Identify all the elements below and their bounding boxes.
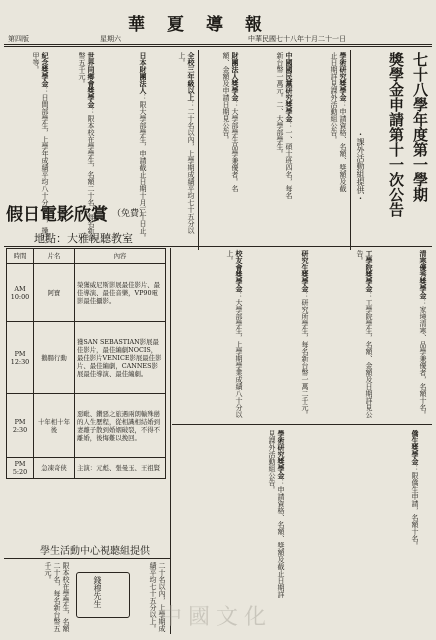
section-block: 中國國民黨研究獎學金：一、碩士班四名，每名新台幣一萬元。二、大學部學生。 xyxy=(276,52,294,199)
table-row xyxy=(7,264,166,322)
weekday: 星期六 xyxy=(100,35,121,43)
movie-free-label: （免費） xyxy=(112,209,149,219)
section-block: 僑生獎學金：限僑生申請，名額十名。 xyxy=(411,430,420,549)
col-header-desc: 內容 xyxy=(75,249,166,264)
section-block: 學術研究獎學金：申請資格、名額、獎額及截止日期詳見課外活動組公告。 xyxy=(330,52,348,192)
movie-venue: 地點：大雅視聽教室 xyxy=(34,232,133,245)
section-block: 二十名以內，上學期成績平均七十五分以上。 xyxy=(149,562,166,632)
movie-title: 假日電影欣賞 xyxy=(6,205,108,225)
table-row xyxy=(7,322,166,394)
section-block: 學術研究獎學金：申請資格、名額、獎額及截止日期詳見課外活動組公告。 xyxy=(268,430,286,598)
showtime: PM 2:30 xyxy=(7,394,34,458)
column-rule xyxy=(170,248,171,634)
showtime: AM 10:00 xyxy=(7,264,34,322)
section-block: 財團法人獎學金：大學部學生品學兼優者。名額、金額及申請日期見公告。 xyxy=(222,52,240,192)
announcement-title xyxy=(382,52,432,252)
table-row xyxy=(7,394,166,458)
announcement-subtitle: ・課外活動組提供・ xyxy=(356,130,365,202)
col-header-film: 片名 xyxy=(34,249,75,264)
film-title: 鵝腸行動 xyxy=(34,322,75,394)
film-desc: 惡毗、鑽惡之旅遇兩朗輸殊巒的人生歷程，從相識相結婚到妻離子散到婚姻破裂，不得不離婚，後悔難以挽回。 xyxy=(75,394,166,458)
section-block: 工學院獎學金：工學院學生，名額、金額及日期詳見公告。 xyxy=(356,250,374,418)
col-header-time: 時間 xyxy=(7,249,34,264)
page-header xyxy=(0,0,436,43)
seal-text: 錢穆先生 xyxy=(93,576,102,608)
section-block: 限本校在學學生，名額二十名，每名新台幣五千元。 xyxy=(44,562,70,632)
header-rule xyxy=(4,44,432,45)
section-block: 研究生獎學金：研究所學生，每名新台幣一萬二千元。 xyxy=(301,250,310,418)
issue-date: 中華民國七十八年十月二十一日 xyxy=(248,35,346,43)
section-rule xyxy=(172,424,432,425)
film-title: 急凍奇俠 xyxy=(34,458,75,479)
seal-stamp xyxy=(76,572,130,618)
section-block: 世界同鄉會獎學金：限本校在學學生，名額二十名，每名新台幣五千元。 xyxy=(78,52,96,241)
film-desc: 榮獲威尼斯影展最佳影片、最佳導演、最佳音樂，VP90電影最佳攝影。 xyxy=(75,264,166,322)
table-header-row xyxy=(7,249,166,264)
movie-schedule-table xyxy=(6,248,166,479)
section-block: 紀念獎學金：日間部學生，上學年成績平均八十分以上，操行甲等。 xyxy=(32,52,50,241)
column-rule xyxy=(350,50,351,250)
film-title: 阿寶 xyxy=(34,264,75,322)
page-number: 第四版 xyxy=(8,35,29,43)
table-row xyxy=(7,458,166,479)
section-block: 清寒優秀獎學金：家境清寒、品學兼優者，名額十名。 xyxy=(419,250,428,418)
section-block: 日本財團法人：限大學部學生，申請截止日期十月三十日止。 xyxy=(139,52,148,241)
section-block: 全校三年級以上：二十名以內，上學期成績平均七十五分以上。 xyxy=(178,52,196,234)
masthead: 華夏導報 xyxy=(128,15,284,35)
title-line-1: 七十八學年度第一學期 xyxy=(411,52,429,202)
movie-footer-credit: 學生活動中心視聽組提供 xyxy=(40,546,150,557)
section-rule xyxy=(4,558,170,559)
section-block: 校友會獎學金：大學部學生，上學期學業成績八十分以上。 xyxy=(226,250,244,418)
watermark: 中國文化 xyxy=(160,605,273,630)
showtime: PM 12:30 xyxy=(7,322,34,394)
film-title: 十年相十年後 xyxy=(34,394,75,458)
section-rule xyxy=(4,246,432,247)
film-desc: 主演：元彪、張曼玉、王祖賢 xyxy=(75,458,166,479)
column-rule xyxy=(198,50,199,250)
title-line-2: 獎學金申請第十一次公告 xyxy=(387,52,405,217)
film-desc: 獲SAN SEBASTIAN影展最佳影片，最佳編劇NOCIS，最佳影片VENICE影展最佳影片、最佳編劇，CANNES影展最佳導演、最佳編劇。 xyxy=(75,322,166,394)
header-rule-2 xyxy=(4,46,432,47)
showtime: PM 5:20 xyxy=(7,458,34,479)
